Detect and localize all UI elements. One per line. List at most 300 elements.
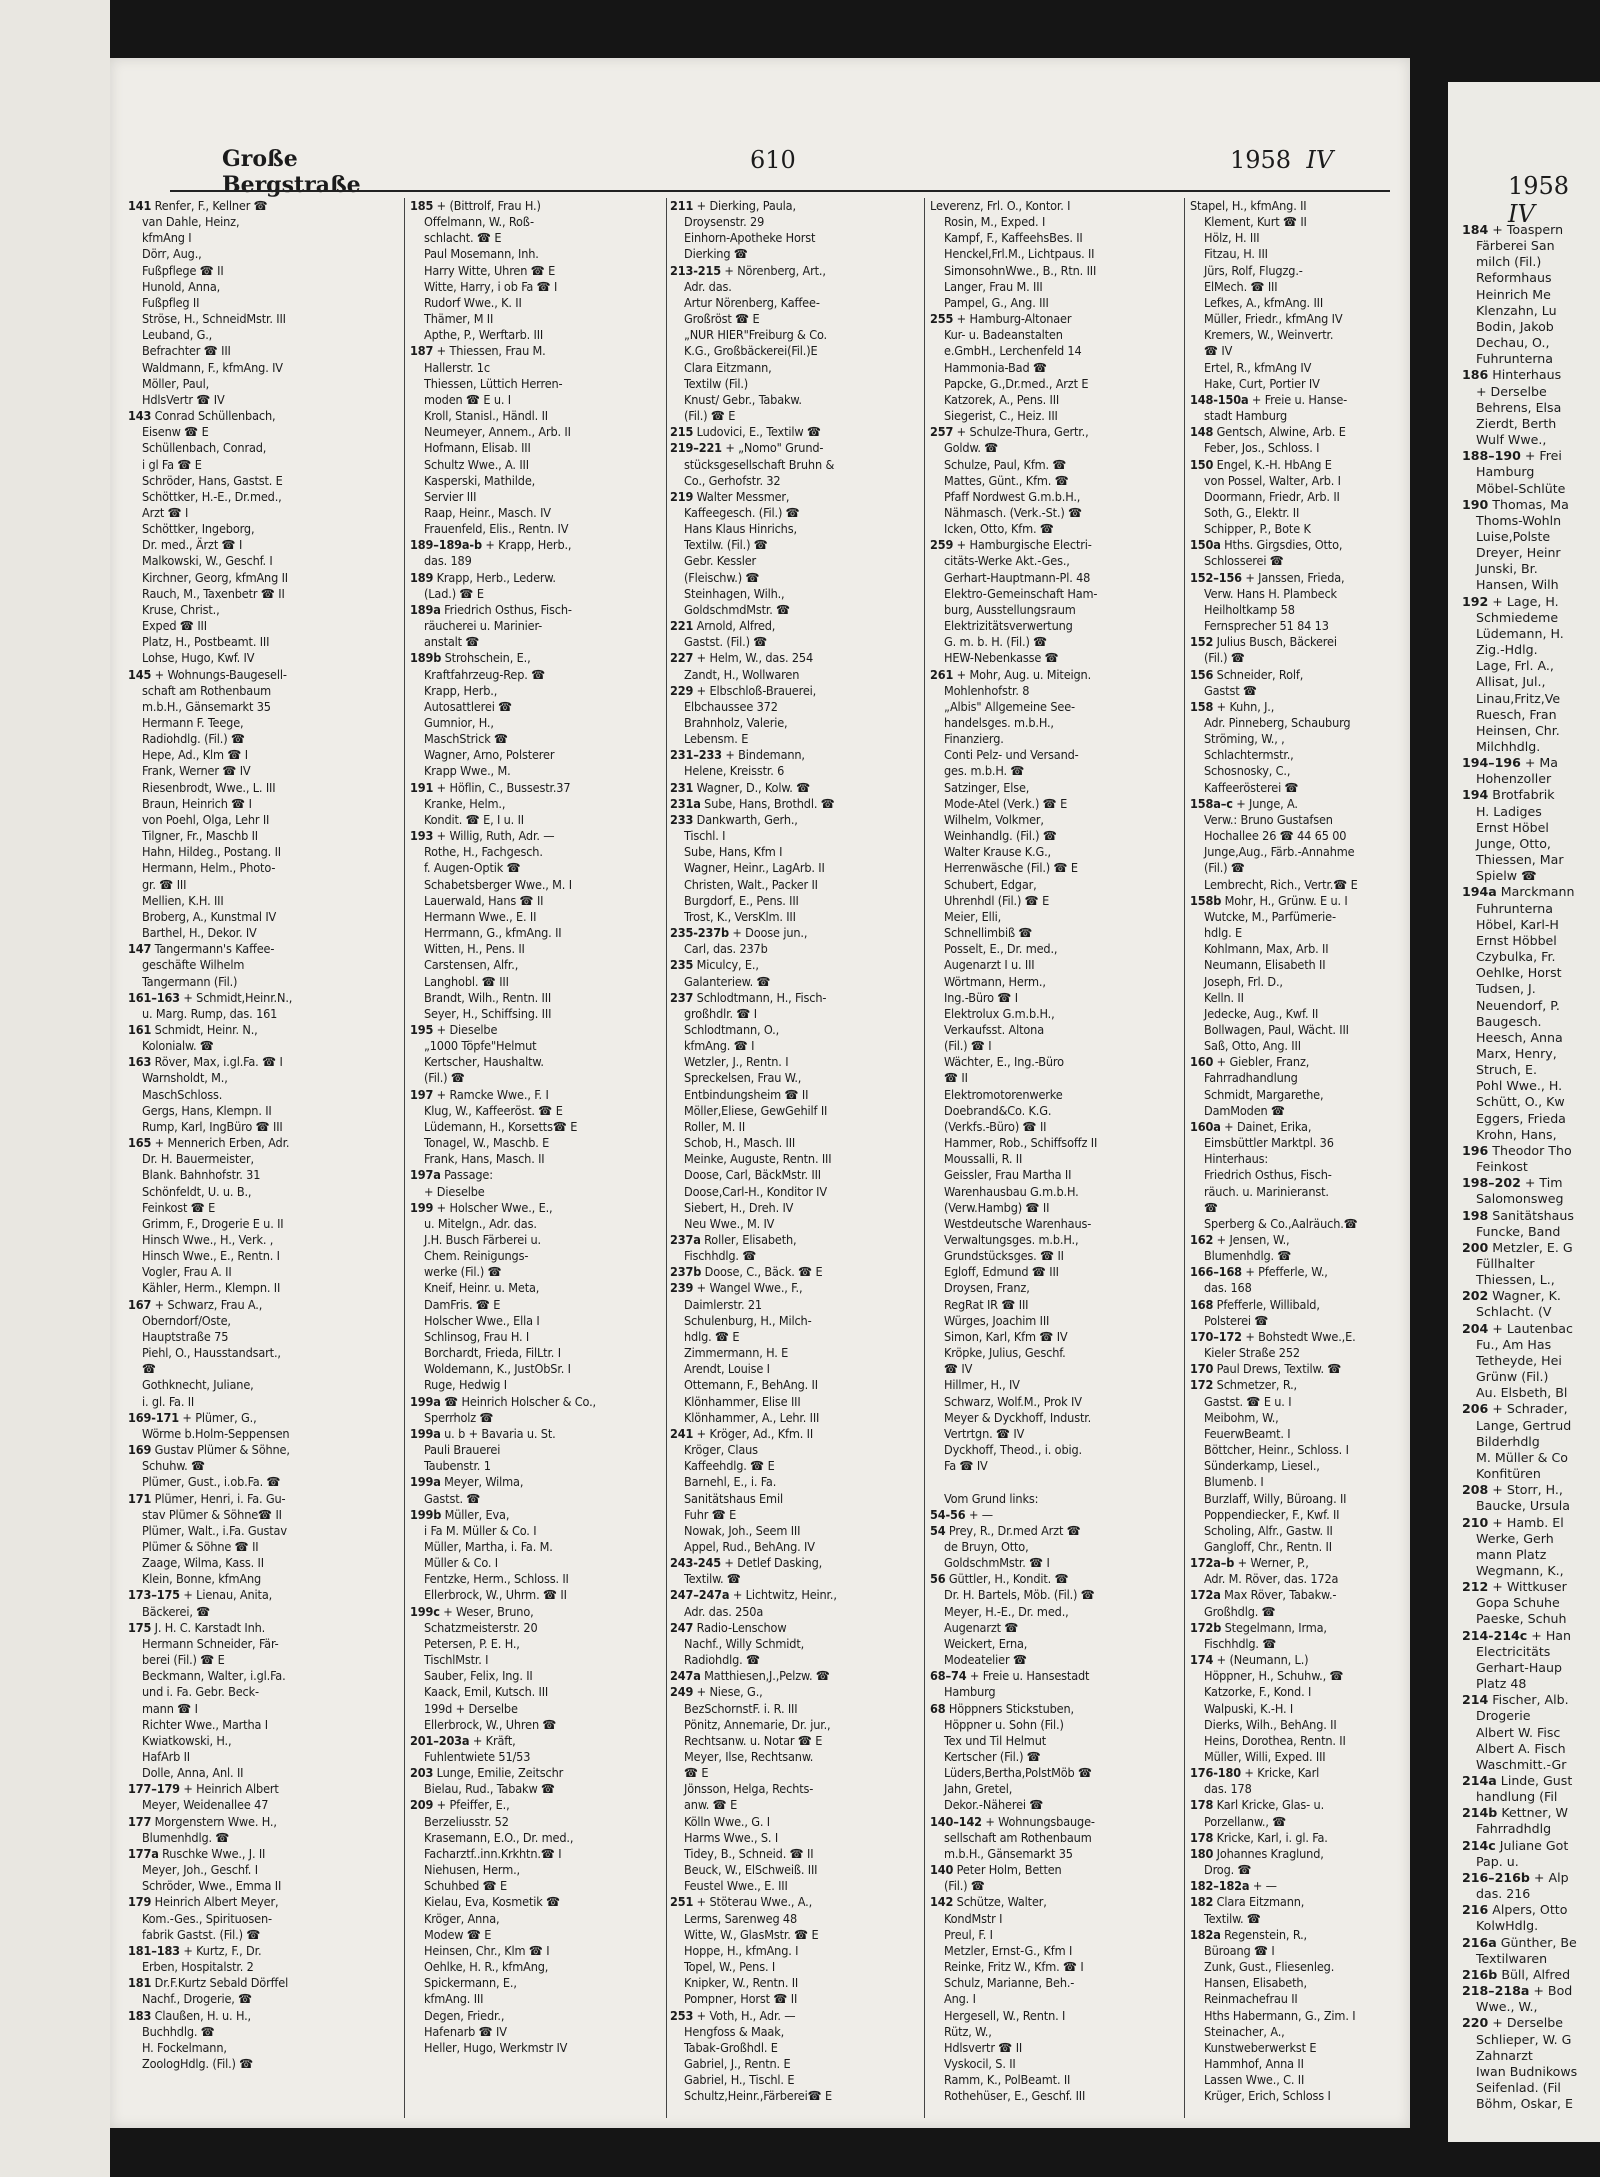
directory-entry: Chem. Reinigungs- <box>424 1248 529 1264</box>
directory-entry: Fu., Am Has <box>1476 1336 1552 1352</box>
directory-entry: Textilw. ☎ <box>684 1571 741 1587</box>
directory-entry: Broberg, A., Kunstmal IV <box>142 908 277 924</box>
directory-entry: Heinsen, Chr. <box>1476 722 1560 738</box>
directory-entry: Porzellanw., ☎ <box>1204 1813 1287 1829</box>
directory-entry: Bäckerei, ☎ <box>142 1603 211 1619</box>
directory-entry: Kelln. II <box>1204 989 1244 1005</box>
directory-entry: Conti Pelz- und Versand- <box>944 747 1079 763</box>
directory-entry: Schuhbed ☎ E <box>424 1878 507 1894</box>
directory-entry: Kranke, Helm., <box>424 795 506 811</box>
directory-entry: Kom.-Ges., Spirituosen- <box>142 1910 272 1926</box>
directory-entry: Kröger, Claus <box>684 1442 758 1458</box>
directory-entry: (Verkfs.-Büro) ☎ II <box>944 1118 1047 1134</box>
directory-entry: Hermann Schneider, Fär- <box>142 1635 279 1651</box>
directory-entry: Müller, Friedr., kfmAng IV <box>1204 311 1343 327</box>
directory-entry: 214c Juliane Got <box>1462 1837 1569 1853</box>
directory-entry: 218–218a + Bod <box>1462 1983 1573 1999</box>
directory-entry: Schulze, Paul, Kfm. ☎ <box>944 456 1067 472</box>
directory-entry: Böhm, Oskar, E <box>1476 2096 1574 2112</box>
directory-entry: Wetzler, J., Rentn. I <box>684 1054 789 1070</box>
directory-entry: 199c + Weser, Bruno, <box>410 1603 534 1619</box>
directory-entry: Poppendiecker, F., Kwf. II <box>1204 1506 1340 1522</box>
directory-entry: Knust/ Gebr., Tabakw. <box>684 391 802 407</box>
directory-entry: Funcke, Band <box>1476 1223 1561 1239</box>
directory-entry: Posselt, E., Dr. med., <box>944 941 1058 957</box>
directory-entry: Plümer, Gust., i.ob.Fa. ☎ <box>142 1474 281 1490</box>
directory-entry: Arzt ☎ I <box>142 504 189 520</box>
directory-entry: Oberndorf/Oste, <box>142 1312 231 1328</box>
directory-entry: Exped ☎ III <box>142 618 207 634</box>
directory-entry: DamModen ☎ <box>1204 1102 1285 1118</box>
directory-entry: Befrachter ☎ III <box>142 343 231 359</box>
directory-entry: Facharztf..inn.Krkhtn.☎ I <box>424 1845 562 1861</box>
directory-entry: Büroang ☎ I <box>1204 1942 1275 1958</box>
directory-entry: 169-171 + Plümer, G., <box>128 1409 257 1425</box>
directory-entry: 145 + Wohnungs-Baugesell- <box>128 666 287 682</box>
directory-entry: Meier, Elli, <box>944 908 1002 924</box>
directory-entry: Schlacht. (V <box>1476 1304 1552 1320</box>
directory-entry: Hahn, Hildeg., Postang. II <box>142 844 281 860</box>
directory-entry: Krapp, Herb., <box>424 682 498 698</box>
directory-entry: Elektromotorenwerke <box>944 1086 1063 1102</box>
directory-entry: 172 Schmetzer, R., <box>1190 1377 1297 1393</box>
directory-entry: Trost, K., VersKlm. III <box>684 908 796 924</box>
directory-entry: 181 Dr.F.Kurtz Sebald Dörffel <box>128 1975 289 1991</box>
directory-entry: + Derselbe <box>1476 383 1547 399</box>
directory-entry: Hdlsvertr ☎ II <box>944 2039 1023 2055</box>
directory-entry: Kirchner, Georg, kfmAng II <box>142 569 288 585</box>
directory-entry: Schöttker, Ingeborg, <box>142 521 255 537</box>
directory-column-5 <box>1190 198 1405 2128</box>
directory-entry: van Dahle, Heinz, <box>142 214 240 230</box>
directory-entry: 174 + (Neumann, L.) <box>1190 1652 1309 1668</box>
directory-entry: 158a–c + Junge, A. <box>1190 795 1298 811</box>
directory-entry: f. Augen-Optik ☎ <box>424 860 521 876</box>
directory-entry: Feinkost <box>1476 1159 1528 1175</box>
directory-entry: Artur Nörenberg, Kaffee- <box>684 294 820 310</box>
directory-entry: Galanteriew. ☎ <box>684 973 771 989</box>
directory-entry: Weinhandlg. (Fil.) ☎ <box>944 828 1057 844</box>
directory-entry: Malkowski, W., Geschf. I <box>142 553 273 569</box>
directory-entry: Gangloff, Chr., Rentn. II <box>1204 1538 1332 1554</box>
directory-entry: Müller, Willi, Exped. III <box>1204 1749 1326 1764</box>
directory-entry: Moussalli, R. II <box>944 1151 1023 1167</box>
directory-entry: Hamburg <box>944 1684 996 1700</box>
directory-entry: Wagner, Heinr., LagArb. II <box>684 860 825 876</box>
directory-entry: Degen, Friedr., <box>424 2007 505 2023</box>
directory-entry: Fischhdlg. ☎ <box>684 1248 757 1264</box>
directory-entry: Hohenzoller <box>1476 771 1552 787</box>
directory-entry: Piehl, O., Hausstandsart., <box>142 1345 281 1361</box>
directory-entry: 184 + Toaspern <box>1462 222 1564 237</box>
directory-entry: hdlg. ☎ E <box>684 1328 740 1344</box>
directory-entry: Ramm, K., PolBeamt. II <box>944 2072 1071 2088</box>
directory-entry: Lohse, Hugo, Kwf. IV <box>142 650 255 666</box>
directory-entry: Blumenhdlg. ☎ <box>1204 1248 1292 1264</box>
directory-entry: Hepe, Ad., Klm ☎ I <box>142 747 248 763</box>
directory-entry: Kroll, Stanisl., Händl. II <box>424 408 548 424</box>
directory-entry: Gerhart-Hauptmann-Pl. 48 <box>944 569 1091 585</box>
directory-entry: e.GmbH., Lerchenfeld 14 <box>944 343 1082 359</box>
directory-entry: Heller, Hugo, Werkmstr IV <box>424 2039 568 2055</box>
directory-entry: Tonagel, W., Maschb. E <box>424 1135 550 1151</box>
directory-entry: Spreckelsen, Frau W., <box>684 1070 802 1086</box>
directory-entry: 199a ☎ Heinrich Holscher & Co., <box>410 1393 596 1409</box>
directory-entry: 214 Fischer, Alb. <box>1462 1692 1569 1708</box>
directory-entry: Seyer, H., Schiffsing. III <box>424 1005 552 1021</box>
scan-left-edge <box>0 0 110 2177</box>
directory-entry: 206 + Schrader, <box>1462 1401 1568 1417</box>
directory-entry: Seifenlad. (Fil <box>1476 2079 1561 2095</box>
directory-entry: DamFris. ☎ E <box>424 1296 501 1312</box>
directory-entry: Waschmitt.-Gr <box>1476 1756 1567 1772</box>
directory-entry: 182 Clara Eitzmann, <box>1190 1894 1305 1910</box>
directory-entry: Goldw. ☎ <box>944 440 999 456</box>
directory-entry: 216b Büll, Alfred <box>1462 1966 1571 1982</box>
directory-entry: milch (Fil.) <box>1476 254 1542 270</box>
directory-entry: Au. Elsbeth, Bl <box>1476 1385 1568 1401</box>
directory-entry: 143 Conrad Schüllenbach, <box>128 408 276 424</box>
directory-entry: Kasperski, Mathilde, <box>424 472 536 488</box>
directory-entry: Heesch, Anna <box>1476 1029 1563 1045</box>
directory-entry: Elbchaussee 372 <box>684 698 778 714</box>
directory-entry: Gebr. Kessler <box>684 553 757 569</box>
directory-entry: Hinsch Wwe., H., Verk. , <box>142 1232 274 1247</box>
directory-entry: Kohlmann, Max, Arb. II <box>1204 941 1329 957</box>
directory-entry: Lerms, Sarenweg 48 <box>684 1910 798 1926</box>
directory-entry: 259 + Hamburgische Electri- <box>930 537 1092 553</box>
directory-entry: 170 Paul Drews, Textilw. ☎ <box>1190 1361 1342 1377</box>
directory-entry: Reinmachefrau II <box>1204 1991 1298 2007</box>
volume: IV <box>1306 146 1334 174</box>
directory-entry: Hinsch Wwe., E., Rentn. I <box>142 1248 280 1264</box>
directory-entry: Witten, H., Pens. II <box>424 941 525 957</box>
directory-entry: Fahrradhdlg <box>1476 1821 1552 1837</box>
directory-entry: Neumeyer, Annem., Arb. II <box>424 424 571 440</box>
directory-entry: Schlosserei ☎ <box>1204 553 1284 569</box>
directory-entry: werke (Fil.) ☎ <box>424 1264 502 1280</box>
directory-entry: Tetheyde, Hei <box>1476 1352 1562 1368</box>
directory-entry: Klönhammer, A., Lehr. III <box>684 1409 820 1425</box>
directory-entry: Fuhrunterna <box>1476 900 1554 916</box>
directory-entry: Höppner u. Sohn (Fil.) <box>944 1716 1064 1732</box>
directory-entry: Sanitätshaus Emil <box>684 1490 783 1506</box>
directory-entry: Verwaltungsges. m.b.H., <box>944 1232 1079 1247</box>
directory-entry: Lefkes, A., kfmAng. III <box>1204 294 1324 310</box>
directory-entry: „Albis" Allgemeine See- <box>944 698 1075 714</box>
directory-entry: Frank, Werner ☎ IV <box>142 763 251 779</box>
directory-entry: 163 Röver, Max, i.gl.Fa. ☎ I <box>128 1054 283 1070</box>
directory-entry: 56 Güttler, H., Kondit. ☎ <box>930 1571 1069 1587</box>
directory-entry: Färberei San <box>1476 238 1555 254</box>
directory-entry: Schultz Wwe., A. III <box>424 456 529 472</box>
directory-entry: Schwarz, Wolf.M., Prok IV <box>944 1393 1082 1409</box>
directory-entry: Droysenstr. 29 <box>684 214 765 230</box>
directory-entry: Lange, Gertrud <box>1476 1417 1572 1433</box>
directory-entry: HEW-Nebenkasse ☎ <box>944 650 1059 666</box>
directory-entry: mann Platz <box>1476 1546 1547 1562</box>
directory-entry: Schröder, Hans, Gastst. E <box>142 472 283 488</box>
directory-entry: Czybulka, Fr. <box>1476 949 1556 965</box>
directory-entry: Autosattlerei ☎ <box>424 698 513 714</box>
directory-entry: Dierking ☎ <box>684 246 748 262</box>
directory-entry: (Fil.) ☎ <box>944 1878 985 1894</box>
directory-entry: Kaffeegesch. (Fil.) ☎ <box>684 504 800 520</box>
directory-entry: 231–233 + Bindemann, <box>670 747 805 763</box>
directory-entry: 168 Pfefferle, Willibald, <box>1190 1296 1320 1312</box>
directory-entry: Sperberg & Co.,Aalräuch.☎ <box>1204 1215 1358 1231</box>
directory-entry: (Fil.) ☎ <box>424 1070 465 1086</box>
directory-entry: Niehusen, Herm., <box>424 1862 520 1878</box>
directory-entry: von Possel, Walter, Arb. I <box>1204 472 1341 488</box>
directory-entry: Fußpfleg II <box>142 294 200 310</box>
directory-entry: Hammhof, Anna II <box>1204 2055 1304 2071</box>
directory-entry: Bilderhdlg <box>1476 1433 1540 1449</box>
directory-entry: 189b Strohschein, E., <box>410 650 531 666</box>
directory-entry: Braun, Heinrich ☎ I <box>142 795 252 811</box>
directory-entry: u. Mitelgn., Adr. das. <box>424 1215 537 1231</box>
directory-entry: Feinkost ☎ E <box>142 1199 216 1215</box>
directory-entry: Uhrenhdl (Fil.) ☎ E <box>944 892 1050 908</box>
directory-entry: Textilw (Fil.) <box>684 375 749 391</box>
directory-entry: Ing.-Büro ☎ I <box>944 989 1018 1005</box>
directory-entry: schaft am Rothenbaum <box>142 682 272 698</box>
directory-entry: 152 Julius Busch, Bäckerei <box>1190 634 1337 650</box>
directory-entry: Kneif, Heinr. u. Meta, <box>424 1280 540 1296</box>
directory-entry: Jürs, Rolf, Flugzg.- <box>1204 262 1303 278</box>
directory-entry: Krohn, Hans, <box>1476 1126 1557 1142</box>
directory-entry: Kröger, Anna, <box>424 1910 500 1926</box>
directory-entry: Einhorn-Apotheke Horst <box>684 230 816 246</box>
directory-entry: 214-214c + Han <box>1462 1627 1572 1643</box>
directory-entry: 237a Roller, Elisabeth, <box>670 1232 797 1247</box>
directory-entry: Westdeutsche Warenhaus- <box>944 1215 1092 1231</box>
directory-entry: 68–74 + Freie u. Hansestadt <box>930 1668 1090 1684</box>
directory-entry: 197 + Ramcke Wwe., F. I <box>410 1086 549 1102</box>
directory-entry: Dechau, O., <box>1476 335 1550 351</box>
directory-entry: Gastst ☎ <box>1204 682 1257 698</box>
directory-entry: Schob, H., Masch. III <box>684 1135 796 1151</box>
directory-entry: (Verw.Hambg) ☎ II <box>944 1199 1050 1215</box>
directory-entry: Radiohdlg. (Fil.) ☎ <box>142 731 245 747</box>
directory-entry: Fischhdlg. ☎ <box>1204 1635 1277 1651</box>
directory-entry: Knipker, W., Rentn. II <box>684 1975 799 1991</box>
directory-entry: Thiessen, Lüttich Herren- <box>424 375 563 391</box>
directory-entry: Kunstweberwerkst E <box>1204 2039 1317 2055</box>
directory-column-4 <box>930 198 1180 2128</box>
directory-entry: Fentzke, Herm., Schloss. II <box>424 1571 569 1587</box>
directory-entry: Stapel, H., kfmAng. II <box>1190 198 1307 213</box>
directory-entry: 191 + Höflin, C., Bussestr.37 <box>410 779 571 795</box>
directory-entry: Hermann, Helm., Photo- <box>142 860 276 876</box>
directory-entry: ☎ <box>142 1361 156 1377</box>
directory-entry: 158b Mohr, H., Grünw. E u. I <box>1190 892 1348 908</box>
directory-entry: 243-245 + Detlef Dasking, <box>670 1555 823 1571</box>
directory-entry: Waldmann, F., kfmAng. IV <box>142 359 283 375</box>
directory-entry: Tischl. I <box>684 828 726 844</box>
directory-entry: Meibohm, W., <box>1204 1409 1279 1425</box>
directory-entry: Kähler, Herm., Klempn. II <box>142 1280 281 1296</box>
directory-entry: 156 Schneider, Rolf, <box>1190 666 1304 682</box>
directory-entry: citäts-Werke Akt.-Ges., <box>944 553 1070 569</box>
directory-entry: handelsges. m.b.H., <box>944 715 1054 730</box>
directory-entry: Radiohdlg. ☎ <box>684 1652 761 1668</box>
directory-entry: Behrens, Elsa <box>1476 399 1562 415</box>
directory-entry: großhdlr. ☎ I <box>684 1005 757 1021</box>
directory-entry: 160a + Dainet, Erika, <box>1190 1118 1312 1134</box>
directory-entry: Klement, Kurt ☎ II <box>1204 214 1307 230</box>
directory-entry: Barthel, H., Dekor. IV <box>142 925 257 941</box>
directory-column-3 <box>670 198 920 2128</box>
directory-entry: Brandt, Wilh., Rentn. III <box>424 989 552 1005</box>
directory-entry: 178 Kricke, Karl, i. gl. Fa. <box>1190 1829 1328 1845</box>
directory-entry: ☎ IV <box>1204 343 1233 359</box>
directory-entry: 199a Meyer, Wilma, <box>410 1474 524 1490</box>
directory-entry: Textilw. ☎ <box>1204 1910 1261 1926</box>
directory-entry: Ernst Höbel <box>1476 819 1549 835</box>
directory-entry: Doormann, Friedr, Arb. II <box>1204 488 1340 504</box>
directory-entry: Vom Grund links: <box>944 1490 1039 1506</box>
directory-entry: Vyskocil, S. II <box>944 2055 1016 2071</box>
directory-entry: Jahn, Gretel, <box>944 1781 1013 1797</box>
directory-entry: Schüllenbach, Conrad, <box>142 440 267 456</box>
directory-entry: Bodin, Jakob <box>1476 318 1554 334</box>
directory-entry: Hinterhaus: <box>1204 1151 1269 1167</box>
directory-entry: 194–196 + Ma <box>1462 755 1559 771</box>
directory-entry: Rothe, H., Fachgesch. <box>424 844 543 860</box>
directory-entry: Doebrand&Co. K.G. <box>944 1102 1052 1118</box>
directory-entry: 214a Linde, Gust <box>1462 1773 1573 1788</box>
directory-entry: 249 + Niese, G., <box>670 1684 763 1700</box>
directory-entry: Konfitüren <box>1476 1466 1541 1482</box>
directory-entry: Mattes, Günt., Kfm. ☎ <box>944 472 1069 488</box>
directory-entry: Schabetsberger Wwe., M. I <box>424 876 572 892</box>
directory-entry: Junge, Otto, <box>1476 835 1551 851</box>
directory-entry: Metzler, Ernst-G., Kfm I <box>944 1942 1073 1958</box>
directory-entry: 175 J. H. C. Karstadt Inh. <box>128 1619 266 1635</box>
directory-entry: gr. ☎ III <box>142 876 187 892</box>
directory-entry: Raap, Heinr., Masch. IV <box>424 504 551 520</box>
directory-entry: Hoppe, H., kfmAng. I <box>684 1942 799 1958</box>
directory-entry: Verw.: Bruno Gustafsen <box>1204 811 1333 827</box>
directory-entry: 210 + Hamb. El <box>1462 1514 1564 1530</box>
directory-entry: Meyer & Dyckhoff, Industr. <box>944 1409 1092 1425</box>
directory-entry: Eisenw ☎ E <box>142 424 209 440</box>
directory-entry: Arendt, Louise I <box>684 1361 770 1377</box>
directory-entry: FeuerwBeamt. I <box>1204 1425 1291 1441</box>
directory-entry: Ottemann, F., BehAng. II <box>684 1377 818 1393</box>
directory-entry: Fuhrunterna <box>1476 351 1554 367</box>
directory-entry: 239 + Wangel Wwe., F., <box>670 1280 803 1296</box>
directory-entry: 247 Radio-Lenschow <box>670 1619 787 1635</box>
directory-entry: 219–221 + „Nomo" Grund- <box>670 440 824 456</box>
directory-entry: 165 + Mennerich Erben, Adr. <box>128 1135 290 1151</box>
directory-entry: Schulz, Marianne, Beh.- <box>944 1975 1075 1991</box>
directory-entry: Kaack, Emil, Kutsch. III <box>424 1684 549 1700</box>
directory-entry: Riesenbrodt, Wwe., L. III <box>142 779 276 795</box>
directory-entry: Brahnholz, Valerie, <box>684 715 788 730</box>
column-divider <box>1184 198 1185 2118</box>
directory-entry: Carstensen, Alfr., <box>424 957 519 973</box>
directory-entry: + Dieselbe <box>424 1183 485 1199</box>
directory-entry: Borchardt, Frieda, FilLtr. I <box>424 1345 561 1361</box>
directory-entry: Carl, das. 237b <box>684 941 768 957</box>
directory-entry: Kaffeerösterei ☎ <box>1204 779 1299 795</box>
directory-entry: Tex und Til Helmut <box>944 1732 1047 1748</box>
directory-entry: handlung (Fil <box>1476 1789 1558 1805</box>
directory-entry: 229 + Elbschloß-Brauerei, <box>670 682 817 698</box>
directory-entry: Textilwaren <box>1476 1950 1548 1966</box>
directory-entry: Tidey, B., Schneid. ☎ II <box>684 1845 814 1861</box>
directory-entry: KondMstr I <box>944 1910 1003 1926</box>
directory-entry: Pompner, Horst ☎ II <box>684 1991 798 2007</box>
directory-entry: 182a Regenstein, R., <box>1190 1926 1307 1942</box>
directory-entry: Oehlke, Horst <box>1476 965 1562 981</box>
directory-entry: und i. Fa. Gebr. Beck- <box>142 1684 259 1700</box>
directory-entry: MaschSchloss. <box>142 1086 223 1102</box>
directory-entry: (Fil.) ☎ <box>1204 860 1245 876</box>
directory-entry: (Fleischw.) ☎ <box>684 569 760 585</box>
directory-entry: Icken, Otto, Kfm. ☎ <box>944 521 1054 537</box>
directory-entry: Bielau, Rud., Tabakw ☎ <box>424 1781 555 1797</box>
header-rule <box>170 190 1390 192</box>
directory-entry: räuch. u. Marinieranst. <box>1204 1183 1329 1199</box>
directory-entry: das. 178 <box>1204 1781 1252 1797</box>
directory-entry: Baugesch. <box>1476 1013 1542 1029</box>
directory-entry: Blumenhdlg. ☎ <box>142 1829 230 1845</box>
directory-entry: Schröder, Wwe., Emma II <box>142 1878 282 1894</box>
next-page-volume: IV <box>1508 200 1535 228</box>
directory-entry: Gabriel, J., Rentn. E <box>684 2055 791 2071</box>
directory-entry: Fuhr ☎ E <box>684 1506 737 1522</box>
directory-entry: Thiessen, L., <box>1476 1272 1555 1288</box>
directory-entry: 148-150a + Freie u. Hanse- <box>1190 391 1348 407</box>
directory-entry: Leuband, G., <box>142 327 213 343</box>
directory-entry: Pfaff Nordwest G.m.b.H., <box>944 488 1081 504</box>
directory-entry: Ertel, R., kfmAng IV <box>1204 359 1312 375</box>
directory-entry: Eimsbüttler Marktpl. 36 <box>1204 1135 1334 1151</box>
directory-entry: 255 + Hamburg-Altonaer <box>930 311 1072 327</box>
directory-entry: 247–247a + Lichtwitz, Heinr., <box>670 1587 837 1603</box>
directory-entry: 161–163 + Schmidt,Heinr.N., <box>128 989 293 1005</box>
directory-entry: Schlieper, W. G <box>1476 2031 1572 2047</box>
directory-entry: 221 Arnold, Alfred, <box>670 618 776 634</box>
directory-entry: 237b Doose, C., Bäck. ☎ E <box>670 1264 823 1280</box>
directory-entry: 176-180 + Kricke, Karl <box>1190 1765 1320 1781</box>
directory-entry: kfmAng. ☎ I <box>684 1038 755 1054</box>
directory-entry: Dr. H. Bartels, Möb. (Fil.) ☎ <box>944 1587 1095 1603</box>
directory-entry: schlacht. ☎ E <box>424 230 502 246</box>
directory-entry: das. 189 <box>424 553 472 569</box>
directory-entry: 189a Friedrich Osthus, Fisch- <box>410 601 572 617</box>
directory-entry: 219 Walter Messmer, <box>670 488 790 504</box>
directory-entry: Feustel Wwe., E. III <box>684 1878 788 1894</box>
directory-entry: Schütt, O., Kw <box>1476 1094 1565 1110</box>
directory-entry: Schlinsog, Frau H. I <box>424 1328 530 1344</box>
directory-entry: Tabak-Großhdl. E <box>684 2039 778 2055</box>
directory-entry: Plümer & Söhne ☎ II <box>142 1538 259 1554</box>
directory-entry: 177 Morgenstern Wwe. H., <box>128 1813 277 1829</box>
directory-entry: Offelmann, W., Roß- <box>424 214 534 230</box>
directory-entry: Kieler Straße 252 <box>1204 1345 1300 1361</box>
directory-entry: Hunold, Anna, <box>142 278 221 294</box>
directory-entry: Reformhaus <box>1476 270 1552 286</box>
directory-entry: Langhobl. ☎ III <box>424 973 509 989</box>
directory-entry: Schnellimbiß ☎ <box>944 925 1033 941</box>
directory-entry: 253 + Voth, H., Adr. — <box>670 2007 796 2023</box>
directory-entry: 199a u. b + Bavaria u. St. <box>410 1425 556 1441</box>
directory-entry: Mellien, K.H. III <box>142 892 224 908</box>
